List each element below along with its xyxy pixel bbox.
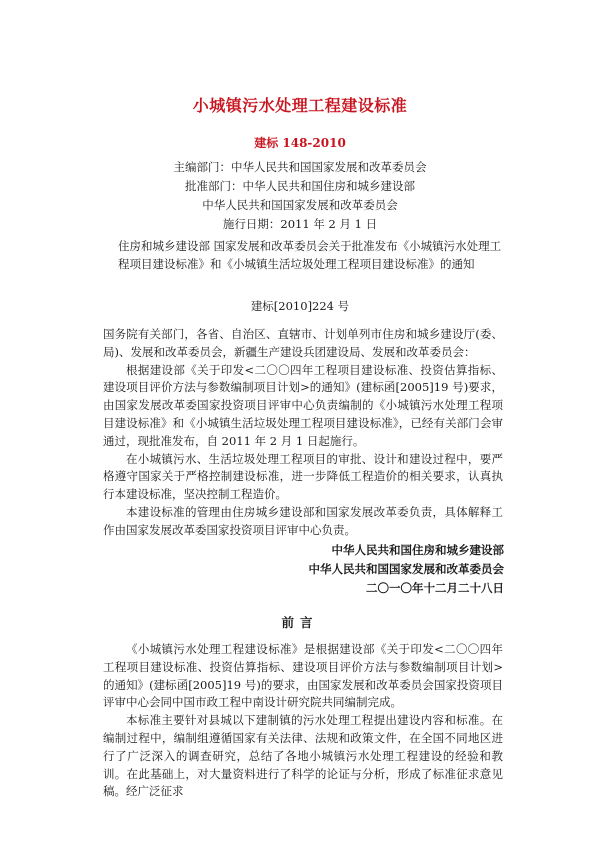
foreword-paragraph: 《小城镇污水处理工程建设标准》是根据建设部《关于印发<二〇〇四年工程项目建设标准、投资估算指标、建设项目评价方法与参数编制项目计划>的通知》(建标函[2005]19 号)的要求，由国家发展和改革委员会国家投资项目评审中心会同中国市政工程中南设计研究院共同编制完成。 — [103, 642, 503, 710]
approving-department: 批准部门：中华人民共和国住房和城乡建设部 — [185, 179, 415, 193]
notice-paragraph: 根据建设部《关于印发<二〇〇四年工程项目建设标准、投资估算指标、建设项目评价方法与参数编制项目计划>的通知》(建标函[2005]19 号)要求，由国家发展改革委国家投资项目评审中心负责编制的《小城镇污水处理工程项目建设标准》和《小城镇生活垃圾处理工程项目建设标准》，已经有关部门会审通过，现批准发布，自 2011 年 2 月 1 日起施行。 — [103, 362, 503, 448]
foreword-heading: 前言 — [281, 615, 319, 630]
foreword-paragraph: 本标准主要针对县城以下建制镇的污水处理工程提出建设内容和标准。在编制过程中，编制组遵循国家有关法律、法规和政策文件，在全国不同地区进行了广泛深入的调查研究，总结了各地小城镇污水处理工程建设的经验和教训。在此基础上，对大量资料进行了科学的论证与分析，形成了标准征求意见稿。经广泛征求 — [103, 713, 503, 799]
issuer-ministry-housing: 中华人民共和国住房和城乡建设部 — [331, 543, 504, 557]
document-title: 小城镇污水处理工程建设标准 — [192, 96, 408, 115]
notice-number: 建标[2010]224 号 — [250, 299, 350, 313]
document-meta — [0, 158, 600, 234]
effective-date: 施行日期：2011 年 2 月 1 日 — [222, 217, 378, 231]
foreword-body — [103, 641, 503, 801]
issuer-ndrc: 中华人民共和国国家发展和改革委员会 — [308, 562, 504, 576]
notice-paragraph: 本建设标准的管理由住房城乡建设部和国家发展改革委负责，具体解释工作由国家发展改革委国家投资项目评审中心负责。 — [103, 504, 503, 537]
signature-date: 二〇一〇年十二月二十八日 — [366, 581, 504, 595]
approving-department-2: 中华人民共和国国家发展和改革委员会 — [202, 198, 398, 212]
notice-title: 住房和城乡建设部 国家发展和改革委员会关于批准发布《小城镇污水处理工程项目建设标准》和《小城镇生活垃圾处理工程项目建设标准》的通知 — [118, 239, 502, 271]
notice-paragraph: 在小城镇污水、生活垃圾处理工程项目的审批、设计和建设过程中，要严格遵守国家关于严格控制建设标准，进一步降低工程造价的相关要求，认真执行本建设标准，坚决控制工程造价。 — [103, 451, 503, 502]
standard-code: 建标 148-2010 — [254, 136, 346, 150]
notice-addressees: 国务院有关部门，各省、自治区、直辖市、计划单列市住房和城乡建设厅(委、局)、发展和改革委员会，新疆生产建设兵团建设局、发展和改革委员会： — [103, 327, 503, 359]
signature-block — [309, 541, 505, 598]
notice-body — [103, 326, 503, 540]
compiling-department: 主编部门：中华人民共和国国家发展和改革委员会 — [173, 160, 427, 174]
